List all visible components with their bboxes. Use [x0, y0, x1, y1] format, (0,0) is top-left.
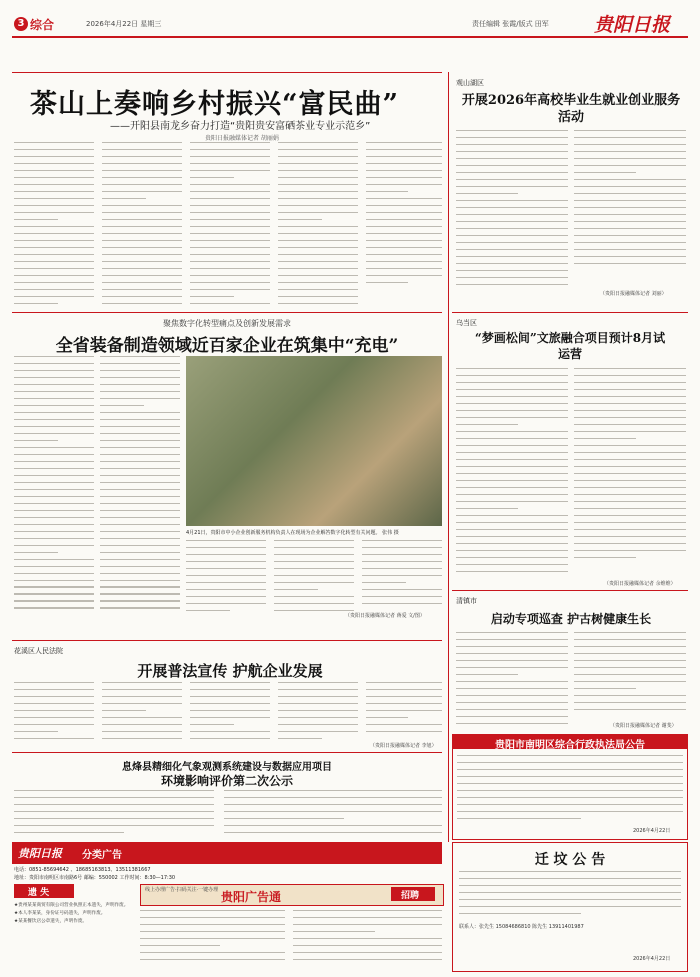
nanming-notice-title: 贵阳市南明区综合行政执法局公告: [495, 740, 645, 751]
qingzhen-body-col-1: [456, 632, 568, 732]
page-number: 3: [14, 17, 28, 31]
tea-story-title: 茶山上奏响乡村振兴“富民曲”: [30, 89, 400, 120]
lost-item: ★贵州某某商贸有限公司营业执照正本遗失，声明作废。: [14, 903, 129, 908]
huaxi-body-col-3: [190, 682, 270, 746]
tea-body-col-2: [102, 142, 182, 310]
lost-item: ★本人李某某，身份证号码遗失，声明作废。: [14, 911, 106, 916]
divider: [12, 640, 442, 641]
qingzhen-region: 清镇市: [456, 597, 477, 605]
wudang-title: “梦画松间”文旅融合项目预计8月试运营: [474, 331, 666, 361]
huaxi-region: 花溪区人民法院: [14, 647, 63, 655]
equipment-photo: [186, 356, 442, 526]
section-name: 综合: [30, 18, 55, 32]
divider: [12, 312, 442, 313]
huaxi-body-col-1: [14, 682, 94, 746]
env-notice-body-2: [224, 790, 442, 838]
equipment-footer: （贵阳日报融媒体记者 蒋爱 文/图）: [345, 613, 425, 619]
huaxi-body-col-4: [278, 682, 358, 746]
divider: [12, 72, 442, 73]
classified-hotline: 电话：0851-85694642 、18685163813、13511381667: [14, 867, 151, 873]
ad-banner-title: 贵阳广告通: [221, 890, 282, 904]
guanshanhu-body-col-1: [456, 130, 568, 290]
equipment-title: 全省装备制造领域近百家企业在筑集中“充电”: [55, 336, 399, 356]
equipment-body-col-4: [274, 540, 354, 618]
tea-story-byline: 贵阳日报融媒体记者 胡丽娟: [205, 135, 279, 142]
guanshanhu-footer: （贵阳日报融媒体记者 刘丽）: [600, 291, 667, 297]
env-notice-title-1: 息烽县精细化气象观测系统建设与数据应用项目: [122, 762, 332, 773]
huaxi-body-col-2: [102, 682, 182, 746]
classified-header: [12, 842, 442, 864]
divider: [12, 752, 442, 753]
wudang-region: 乌当区: [456, 319, 477, 327]
env-notice-title-2: 环境影响评价第二次公示: [160, 774, 293, 788]
editor-credits: 责任编辑 张霞/版式 田军: [472, 20, 549, 28]
equipment-photo-caption: 4月21日，贵阳市中小企业创新服务机构负责人在现场为企业解答数字化转型有关问题。 张伟 摄: [186, 530, 399, 536]
classified-col-1: [140, 910, 285, 970]
lost-item: ★某某餐饮店公章遗失，声明作废。: [14, 919, 88, 924]
wudang-footer: （贵阳日报融媒体记者 余维维）: [604, 581, 676, 587]
nanming-notice-date: 2026年4月22日: [633, 828, 671, 834]
classified-col-2: [293, 910, 442, 970]
wudang-body-col-1: [456, 368, 568, 578]
equipment-kicker: 聚焦数字化转型痛点及创新发展需求: [163, 319, 291, 328]
hiring-badge: [391, 887, 435, 901]
env-notice-body-1: [14, 790, 214, 838]
wudang-body-col-2: [574, 368, 686, 568]
qingzhen-body-col-2: [574, 632, 686, 718]
equipment-body-col-3: [186, 540, 266, 618]
qingzhen-footer: （贵阳日报融媒体记者 谢斐）: [610, 723, 677, 729]
hiring-label: 招聘: [401, 891, 420, 901]
guanshanhu-region: 观山湖区: [456, 79, 484, 87]
divider: [452, 590, 688, 591]
lost-header-bar: [14, 884, 74, 898]
huaxi-title: 开展普法宣传 护航企业发展: [137, 662, 323, 680]
tea-body-col-1: [14, 142, 94, 310]
guanshanhu-body-col-2: [574, 130, 686, 266]
guanshanhu-title: 开展2026年高校毕业生就业创业服务活动: [461, 93, 681, 125]
ad-banner: [140, 884, 444, 906]
tea-body-col-3: [190, 142, 270, 310]
relocation-notice-box: [452, 842, 688, 972]
relocation-body: [459, 871, 681, 921]
relocation-title: 迁 坟 公 告: [534, 852, 606, 868]
page-header: [0, 0, 700, 44]
equipment-body-col-2: [100, 356, 180, 618]
relocation-date: 2026年4月22日: [633, 956, 671, 962]
tea-body-col-4: [278, 142, 358, 310]
nanming-notice-body: [457, 755, 683, 825]
issue-date: 2026年4月22日 星期三: [86, 20, 162, 28]
qingzhen-title: 启动专项巡查 护古树健康生长: [490, 612, 652, 626]
header-rule: [12, 36, 688, 38]
classified-logo: 贵阳日报: [18, 847, 62, 860]
tea-body-col-5: [366, 142, 442, 310]
classified-title: 分类广告: [82, 850, 122, 861]
huaxi-footer: （贵阳日报融媒体记者 李旭）: [370, 743, 437, 749]
equipment-body-col-1: [14, 356, 94, 618]
column-divider: [448, 72, 449, 842]
newspaper-logo: 贵阳日报: [594, 14, 671, 36]
huaxi-body-col-5: [366, 682, 442, 738]
tea-story-subtitle: ——开阳县南龙乡奋力打造“贵阳贵安富硒茶业专业示范乡”: [110, 121, 371, 132]
relocation-contact: 联系人：张先生 15084686810 陈先生 13911401987: [459, 924, 584, 930]
ad-banner-sub: 线上办理广告·扫码关注·一键办理: [145, 887, 219, 893]
lost-header: 遗 失: [28, 888, 50, 898]
classified-address: 地址：贵阳市南明区市南路6号 邮编：550002 工作时间：8:30—17:30: [14, 875, 176, 881]
equipment-body-col-5: [362, 540, 442, 610]
divider: [452, 312, 688, 313]
lost-items: [14, 902, 134, 926]
nanming-notice-box: [452, 734, 688, 840]
